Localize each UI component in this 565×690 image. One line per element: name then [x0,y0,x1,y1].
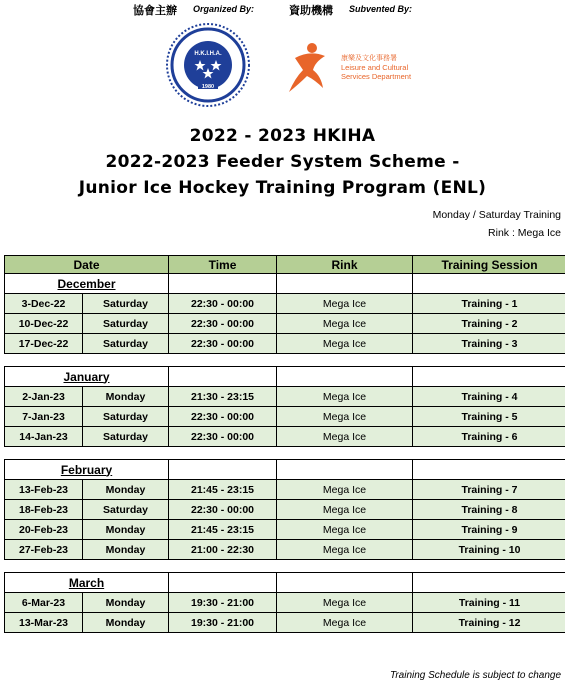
cell-date: 6-Mar-23 [5,593,83,613]
title-season: 2022 - 2023 HKIHA [189,126,376,146]
header-time: Time [169,256,277,274]
lcsd-text [341,54,411,81]
cell-rink: Mega Ice [277,500,413,520]
table-row [5,387,565,407]
cell-time: 22:30 - 00:00 [169,407,277,427]
cell-time: 21:00 - 22:30 [169,540,277,560]
training-schedule-table [4,255,565,633]
cell-rink: Mega Ice [277,334,413,354]
cell-time: 22:30 - 00:00 [169,314,277,334]
month-row [5,460,565,480]
cell-date: 3-Dec-22 [5,294,83,314]
rink-note: Rink : Mega Ice [488,227,561,239]
cell-time: 19:30 - 21:00 [169,593,277,613]
header-date: Date [5,256,169,274]
cell-date: 18-Feb-23 [5,500,83,520]
cell-time: 22:30 - 00:00 [169,334,277,354]
cell-date: 13-Feb-23 [5,480,83,500]
cell-rink: Mega Ice [277,407,413,427]
cell-date: 20-Feb-23 [5,520,83,540]
cell-session: Training - 3 [413,334,565,354]
table-row [5,427,565,447]
month-row [5,367,565,387]
hkiha-logo [165,22,251,108]
cell-day: Monday [83,593,169,613]
cell-time: 19:30 - 21:00 [169,613,277,633]
month-name: December [5,274,169,294]
subvented-by-en: Subvented By: [349,4,413,14]
lcsd-logo [285,36,425,100]
hkiha-logo-abbr: H.K.I.H.A. [194,51,222,57]
table-row [5,540,565,560]
organized-by-zh: 協會主辦 [133,4,177,17]
cell-session: Training - 2 [413,314,565,334]
cell-date: 14-Jan-23 [5,427,83,447]
table-gap-row [5,354,565,367]
table-row [5,593,565,613]
table-row [5,500,565,520]
title-scheme: 2022-2023 Feeder System Scheme - [105,152,460,172]
disclaimer: Training Schedule is subject to change [389,670,561,681]
cell-rink: Mega Ice [277,294,413,314]
table-row [5,314,565,334]
cell-session: Training - 5 [413,407,565,427]
cell-day: Saturday [83,427,169,447]
schedule-body [5,274,565,633]
cell-time: 21:30 - 23:15 [169,387,277,407]
cell-date: 2-Jan-23 [5,387,83,407]
table-row [5,613,565,633]
hkiha-logo-year: 1980 [201,84,215,90]
organizer-row [0,2,565,16]
lcsd-name-en-1: Leisure and Cultural [341,63,409,72]
cell-time: 22:30 - 00:00 [169,427,277,447]
cell-date: 17-Dec-22 [5,334,83,354]
cell-time: 22:30 - 00:00 [169,500,277,520]
header-rink: Rink [277,256,413,274]
cell-session: Training - 9 [413,520,565,540]
cell-session: Training - 10 [413,540,565,560]
cell-session: Training - 11 [413,593,565,613]
cell-session: Training - 1 [413,294,565,314]
cell-time: 22:30 - 00:00 [169,294,277,314]
table-row [5,334,565,354]
cell-day: Monday [83,480,169,500]
table-row [5,480,565,500]
cell-rink: Mega Ice [277,613,413,633]
table-row [5,407,565,427]
cell-rink: Mega Ice [277,480,413,500]
lcsd-name-en-2: Services Department [341,72,412,81]
cell-day: Saturday [83,294,169,314]
cell-date: 13-Mar-23 [5,613,83,633]
cell-rink: Mega Ice [277,387,413,407]
month-row [5,573,565,593]
cell-day: Saturday [83,500,169,520]
cell-day: Monday [83,387,169,407]
table-gap-row [5,560,565,573]
table-header-row [5,256,565,274]
cell-time: 21:45 - 23:15 [169,480,277,500]
month-row [5,274,565,294]
cell-session: Training - 8 [413,500,565,520]
table-gap-row [5,447,565,460]
cell-day: Monday [83,540,169,560]
table-row [5,520,565,540]
cell-rink: Mega Ice [277,540,413,560]
month-name: January [5,367,169,387]
organized-by-en: Organized By: [193,4,255,14]
cell-date: 27-Feb-23 [5,540,83,560]
cell-date: 7-Jan-23 [5,407,83,427]
cell-day: Monday [83,520,169,540]
cell-session: Training - 12 [413,613,565,633]
cell-session: Training - 7 [413,480,565,500]
month-name: March [5,573,169,593]
cell-day: Monday [83,613,169,633]
table-row [5,294,565,314]
cell-day: Saturday [83,407,169,427]
training-days-note: Monday / Saturday Training [432,209,561,221]
lcsd-figure-icon [285,36,335,100]
month-name: February [5,460,169,480]
cell-rink: Mega Ice [277,593,413,613]
cell-rink: Mega Ice [277,520,413,540]
cell-rink: Mega Ice [277,314,413,334]
header-session: Training Session [413,256,565,274]
subvented-by-zh: 資助機構 [289,4,333,17]
cell-date: 10-Dec-22 [5,314,83,334]
cell-session: Training - 4 [413,387,565,407]
cell-rink: Mega Ice [277,427,413,447]
cell-day: Saturday [83,314,169,334]
cell-session: Training - 6 [413,427,565,447]
title-program: Junior Ice Hockey Training Program (ENL) [78,178,487,198]
lcsd-name-zh: 康樂及文化事務署 [341,54,397,62]
cell-day: Saturday [83,334,169,354]
cell-time: 21:45 - 23:15 [169,520,277,540]
